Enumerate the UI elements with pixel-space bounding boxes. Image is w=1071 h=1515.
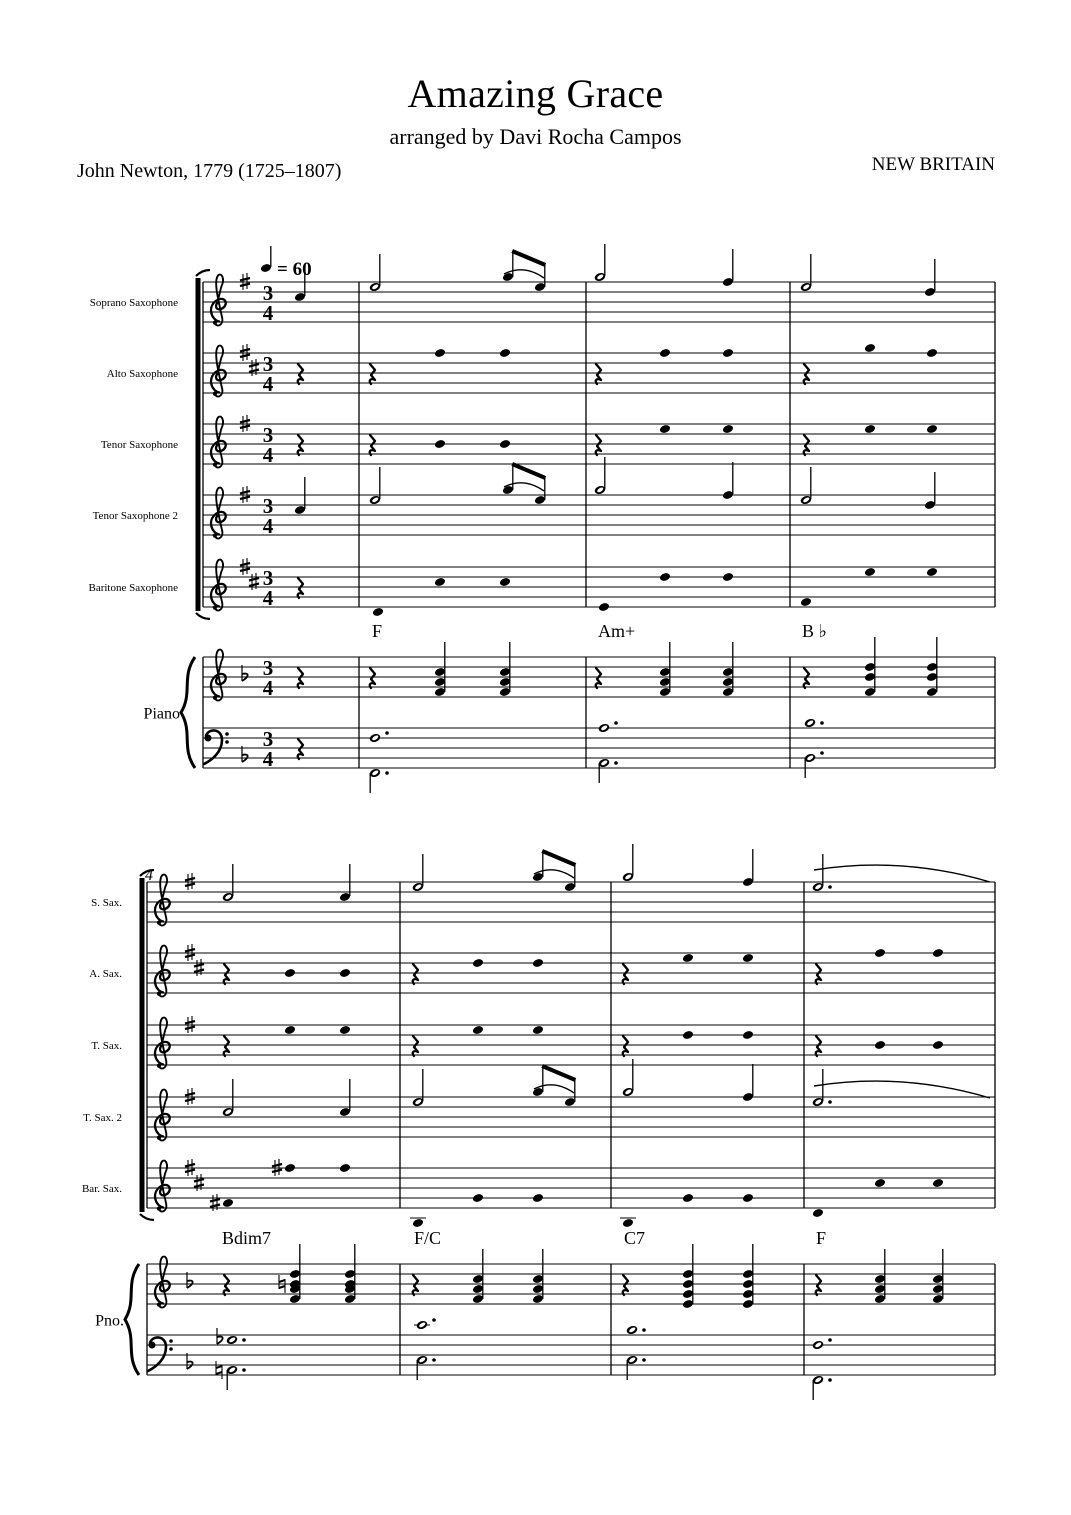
quarter-note: [412, 1218, 424, 1228]
bracket-hook: [140, 1214, 154, 1220]
quarter-note: [932, 948, 944, 958]
quarter-note: [874, 1040, 886, 1050]
time-signature-denominator: 4: [262, 443, 274, 467]
time-signature-denominator: 4: [262, 676, 274, 700]
chord-symbol: B ♭: [802, 621, 827, 641]
time-signature-numerator: 3: [262, 566, 274, 590]
quarter-note: [864, 424, 876, 434]
augmentation-dot: [642, 1358, 646, 1362]
chord-notehead: [804, 718, 817, 729]
quarter-rest: [413, 1036, 418, 1056]
quarter-rest: [816, 1036, 821, 1056]
tie: [814, 1081, 990, 1098]
quarter-note: [339, 968, 351, 978]
chord-symbol: F: [372, 621, 383, 641]
quarter-rest: [623, 964, 628, 984]
tune-name: NEW BRITAIN: [871, 154, 995, 175]
quarter-note: [532, 1193, 544, 1203]
quarter-rest: [224, 1275, 229, 1295]
quarter-rest: [816, 964, 821, 984]
quarter-note: [722, 424, 734, 434]
tie: [814, 865, 990, 882]
chord-notehead: [812, 1340, 825, 1351]
eighth-beam: [512, 251, 545, 265]
instrument-name: Tenor Saxophone: [100, 439, 178, 451]
augmentation-dot: [385, 771, 389, 775]
bass-clef-icon: [204, 730, 229, 764]
augmentation-dot: [828, 1378, 832, 1382]
quarter-note: [284, 1163, 296, 1173]
quarter-rest: [224, 1036, 229, 1056]
quarter-note: [812, 1208, 824, 1218]
instrument-name-piano: Piano: [143, 705, 180, 723]
quarter-note: [499, 439, 511, 449]
quarter-note: [742, 1030, 754, 1040]
instrument-name: Soprano Saxophone: [89, 297, 178, 309]
time-signature-numerator: 3: [262, 281, 274, 305]
instrument-name: Bar. Sax.: [81, 1183, 122, 1195]
time-signature-denominator: 4: [262, 747, 274, 771]
augmentation-dot: [614, 721, 618, 725]
quarter-rest: [370, 364, 375, 384]
time-signature-numerator: 3: [262, 727, 274, 751]
quarter-note: [874, 1178, 886, 1188]
augmentation-dot: [242, 1368, 246, 1372]
quarter-rest: [413, 1275, 418, 1295]
instrument-name: T. Sax. 2: [83, 1112, 122, 1124]
measure-number: 4: [145, 867, 153, 884]
quarter-rest: [596, 668, 601, 688]
arranger-credit: arranged by Davi Rocha Campos: [389, 124, 682, 149]
quarter-note: [659, 572, 671, 582]
time-signature-numerator: 3: [262, 494, 274, 518]
instrument-name: Alto Saxophone: [106, 368, 178, 380]
instrument-name: T. Sax.: [91, 1040, 122, 1052]
quarter-note: [499, 577, 511, 587]
time-signature-denominator: 4: [262, 514, 274, 538]
quarter-note: [472, 958, 484, 968]
quarter-note: [434, 577, 446, 587]
augmentation-dot: [614, 761, 618, 765]
quarter-note: [472, 1025, 484, 1035]
quarter-note: [682, 1193, 694, 1203]
quarter-rest: [816, 1275, 821, 1295]
quarter-rest: [298, 578, 303, 598]
quarter-note: [722, 572, 734, 582]
quarter-note: [926, 424, 938, 434]
chord-notehead: [598, 723, 611, 734]
bass-clef-icon: [148, 1337, 173, 1371]
piano-brace: [181, 657, 195, 768]
quarter-note: [864, 567, 876, 577]
score-title: Amazing Grace: [407, 71, 664, 116]
quarter-note: [372, 607, 384, 617]
quarter-note: [598, 602, 610, 612]
quarter-note: [682, 953, 694, 963]
augmentation-dot: [828, 1338, 832, 1342]
quarter-note: [682, 1030, 694, 1040]
quarter-note: [434, 348, 446, 358]
quarter-rest: [596, 364, 601, 384]
quarter-rest: [804, 668, 809, 688]
augmentation-dot: [820, 721, 824, 725]
quarter-note: [864, 343, 876, 353]
quarter-rest: [298, 739, 303, 759]
accidental-flat: [217, 1328, 223, 1344]
quarter-rest: [623, 1275, 628, 1295]
augmentation-dot: [385, 731, 389, 735]
augmentation-dot: [820, 751, 824, 755]
quarter-note: [932, 1178, 944, 1188]
bracket-hook: [196, 613, 210, 619]
augmentation-dot: [242, 1338, 246, 1342]
quarter-note: [284, 1025, 296, 1035]
chord-notehead: [626, 1325, 639, 1336]
time-signature-denominator: 4: [262, 301, 274, 325]
chord-symbol: F: [816, 1228, 827, 1248]
chord-symbol: Am+: [598, 621, 636, 641]
chord-notehead: [226, 1335, 239, 1346]
chord-symbol: C7: [624, 1228, 646, 1248]
quarter-rest: [370, 435, 375, 455]
quarter-note: [722, 348, 734, 358]
quarter-note: [339, 1025, 351, 1035]
time-signature-numerator: 3: [262, 352, 274, 376]
quarter-note: [659, 348, 671, 358]
augmentation-dot: [828, 1100, 832, 1104]
quarter-note: [622, 1218, 634, 1228]
quarter-note: [532, 958, 544, 968]
quarter-note: [339, 1163, 351, 1173]
tempo-marking: = 60: [277, 259, 312, 280]
bracket-hook: [196, 270, 210, 276]
quarter-note: [742, 1193, 754, 1203]
quarter-note: [932, 1040, 944, 1050]
lyricist-credit: John Newton, 1779 (1725–1807): [77, 160, 342, 182]
quarter-rest: [298, 435, 303, 455]
notation-layer: [82, 244, 995, 1400]
accidental-natural: [216, 1361, 222, 1379]
quarter-note: [222, 1198, 234, 1208]
instrument-name: Tenor Saxophone 2: [92, 510, 178, 522]
quarter-note: [659, 424, 671, 434]
time-signature-numerator: 3: [262, 423, 274, 447]
augmentation-dot: [432, 1318, 436, 1322]
instrument-name: Baritone Saxophone: [88, 582, 178, 594]
quarter-rest: [298, 668, 303, 688]
quarter-note: [434, 439, 446, 449]
quarter-rest: [804, 435, 809, 455]
quarter-note: [874, 948, 886, 958]
quarter-note: [532, 1025, 544, 1035]
chord-notehead: [416, 1320, 429, 1331]
eighth-beam: [542, 851, 575, 865]
augmentation-dot: [432, 1358, 436, 1362]
time-signature-denominator: 4: [262, 372, 274, 396]
chord-notehead: [369, 733, 382, 744]
chord-symbol: Bdim7: [222, 1228, 272, 1248]
instrument-name-piano: Pno.: [95, 1312, 124, 1330]
instrument-name: S. Sax.: [91, 897, 122, 909]
quarter-note: [499, 348, 511, 358]
quarter-note: [742, 953, 754, 963]
quarter-rest: [804, 364, 809, 384]
quarter-note: [926, 348, 938, 358]
quarter-rest: [224, 964, 229, 984]
instrument-name: A. Sax.: [89, 968, 122, 980]
quarter-rest: [298, 364, 303, 384]
quarter-rest: [413, 964, 418, 984]
quarter-note: [284, 968, 296, 978]
quarter-rest: [370, 668, 375, 688]
quarter-note: [800, 597, 812, 607]
eighth-beam: [542, 1066, 575, 1080]
eighth-beam: [512, 464, 545, 478]
time-signature-numerator: 3: [262, 656, 274, 680]
quarter-rest: [623, 1036, 628, 1056]
time-signature-denominator: 4: [262, 586, 274, 610]
quarter-note: [926, 567, 938, 577]
quarter-rest: [596, 435, 601, 455]
chord-symbol: F/C: [414, 1228, 442, 1248]
piano-brace: [125, 1264, 139, 1375]
quarter-note: [472, 1193, 484, 1203]
augmentation-dot: [828, 885, 832, 889]
augmentation-dot: [642, 1328, 646, 1332]
